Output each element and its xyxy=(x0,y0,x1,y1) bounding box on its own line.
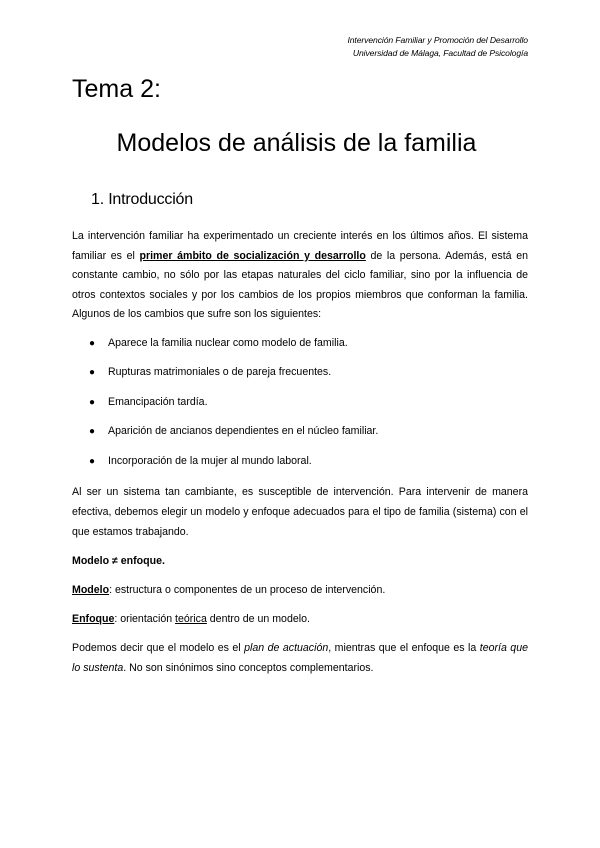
conclusion-text-3: . No son sinónimos sino conceptos complementarios. xyxy=(123,661,374,674)
model-definition xyxy=(72,581,528,601)
bullet-icon: ● xyxy=(89,367,96,379)
conclusion-italic-2: teoría que lo sustenta xyxy=(72,642,528,674)
topic-number: Tema 2: xyxy=(72,75,161,103)
approach-underlined: teórica xyxy=(175,612,207,625)
list-item xyxy=(72,452,528,482)
section-heading: 1. Introducción xyxy=(91,191,193,208)
list-item-text: Incorporación de la mujer al mundo laboral. xyxy=(108,454,312,467)
approach-text-2: dentro de un modelo. xyxy=(206,612,310,625)
intro-text-1: La intervención familiar ha experimentado un creciente interés en los últimos años. El sistema familiar es el xyxy=(72,230,528,262)
page-header xyxy=(347,34,528,59)
list-item xyxy=(72,393,528,423)
model-definition-text: estructura o componentes de un proceso de intervención. xyxy=(112,583,386,596)
list-item-text: Aparición de ancianos dependientes en el núcleo familiar. xyxy=(108,425,379,438)
conclusion-text-2: , mientras que el enfoque es la xyxy=(328,642,480,655)
document-title: Modelos de análisis de la familia xyxy=(116,129,477,157)
list-item-text: Emancipación tardía. xyxy=(108,395,208,408)
intervention-paragraph: Al ser un sistema tan cambiante, es susceptible de intervención. Para intervenir de manera efectiva, debemos elegir un modelo y enfoque adecuados para el tipo de familia (sistema) con el que estamos trabajando. xyxy=(72,486,528,538)
approach-colon: : xyxy=(114,612,118,625)
bullet-icon: ● xyxy=(89,396,96,408)
model-term: Modelo xyxy=(72,583,110,596)
document-body xyxy=(72,227,528,678)
approach-definition xyxy=(72,610,528,630)
list-item xyxy=(72,334,528,364)
model-vs-approach: Modelo ≠ enfoque. xyxy=(72,554,165,567)
intro-paragraph xyxy=(72,227,528,325)
conclusion-italic-1: plan de actuación xyxy=(244,642,329,655)
approach-term: Enfoque xyxy=(72,612,115,625)
intro-text-2: de la persona. Además, está en constante cambio, no sólo por las etapas naturales del ciclo familiar, sino por la influencia de otros contextos sociales y por los cambios de los propios miembros que conforman la familia. Algunos de los cambios que sufre son los siguientes: xyxy=(72,249,528,321)
header-course: Intervención Familiar y Promoción del Desarrollo xyxy=(347,35,528,45)
list-item-text: Aparece la familia nuclear como modelo de familia. xyxy=(108,336,348,349)
bullet-icon: ● xyxy=(89,426,96,438)
approach-text-1: orientación xyxy=(117,612,176,625)
header-university: Universidad de Málaga, Facultad de Psicología xyxy=(352,47,528,58)
model-colon: : xyxy=(109,583,113,596)
conclusion-text-1: Podemos decir que el modelo es el xyxy=(72,642,245,655)
bullet-icon: ● xyxy=(89,455,96,467)
intro-emphasis: primer ámbito de socialización y desarrollo xyxy=(139,249,366,262)
list-item xyxy=(72,422,528,452)
list-item-text: Rupturas matrimoniales o de pareja frecuentes. xyxy=(108,366,332,379)
list-item xyxy=(72,363,528,393)
conclusion-paragraph xyxy=(72,639,528,678)
changes-list xyxy=(72,334,528,482)
bullet-icon: ● xyxy=(89,337,96,349)
